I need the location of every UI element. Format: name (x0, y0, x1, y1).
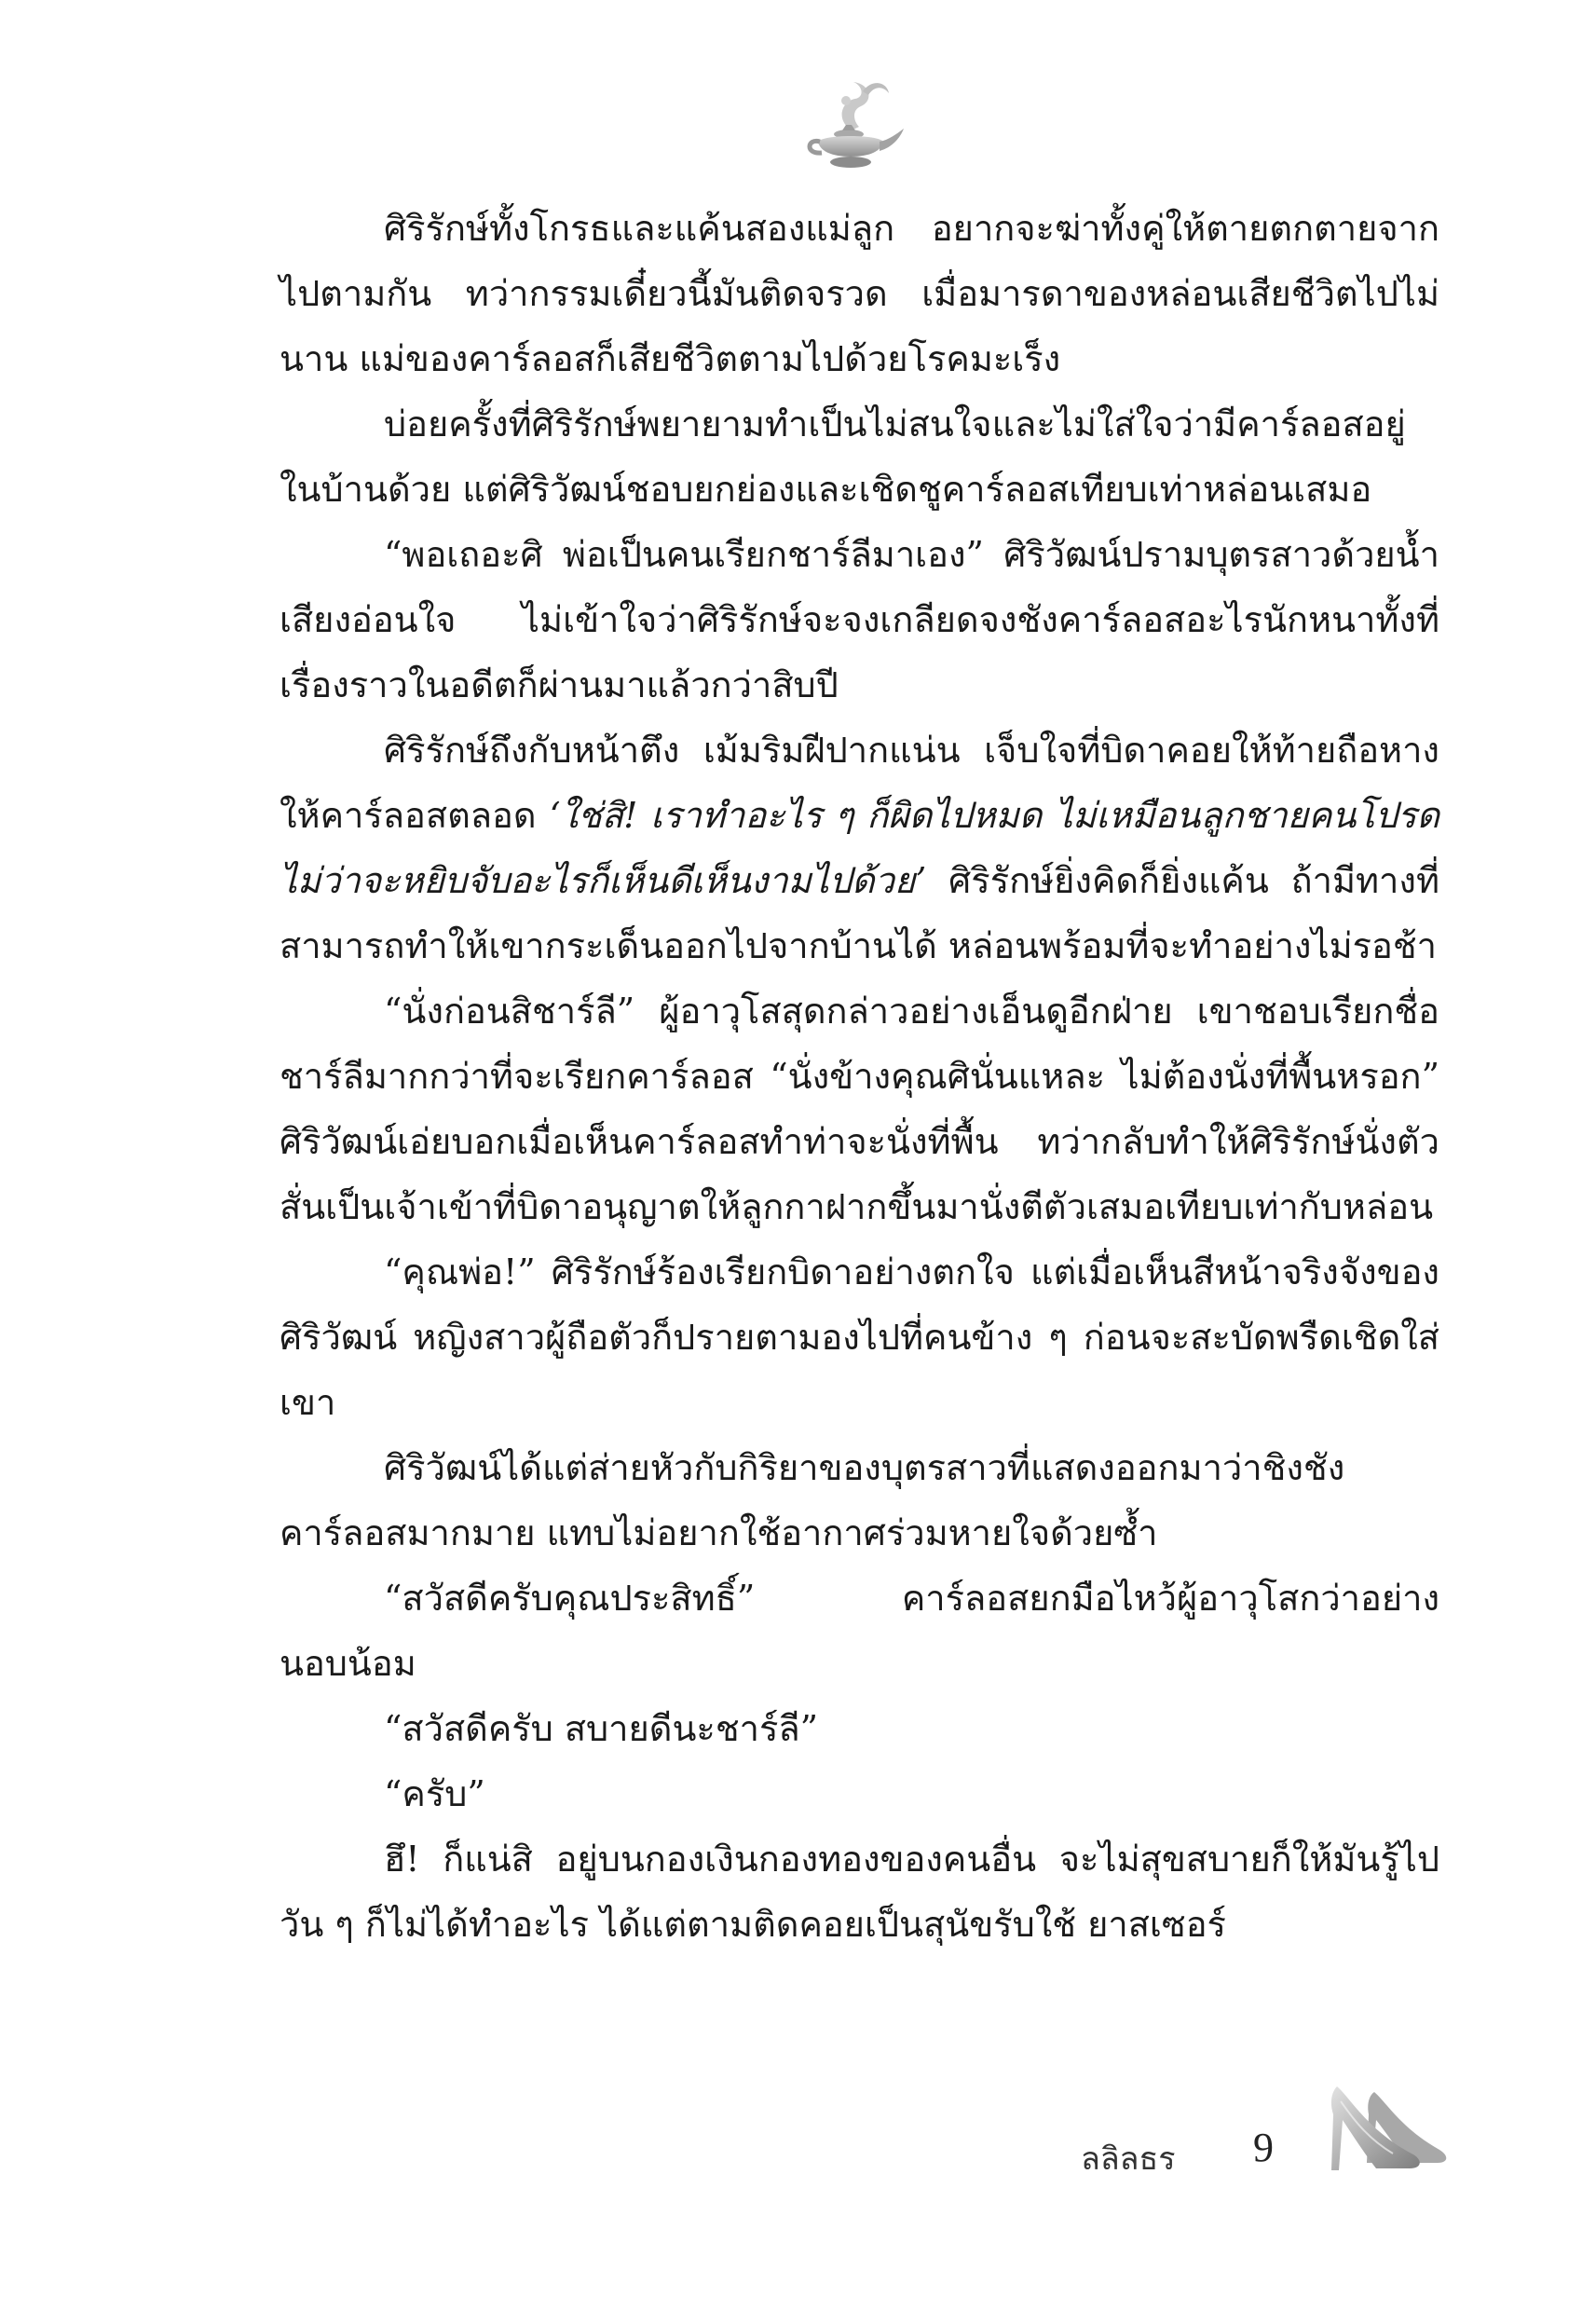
paragraph (280, 1566, 1439, 1696)
paragraph (280, 978, 1439, 1239)
paragraph-text: “ครับ” (384, 1773, 485, 1814)
paragraph (280, 1761, 1439, 1826)
genie-lamp-icon (798, 73, 909, 175)
paragraph (280, 718, 1439, 978)
paragraph-text: บ่อยครั้งที่ศิริรักษ์พยายามทำเป็นไม่สนใจและไม่ใส่ใจว่ามีคาร์ลอสอยู่ในบ้านด้วย แต่ศิริวัฒน์ชอบยกย่องและเชิดชูคาร์ลอสเทียบเท่าหล่อนเสมอ (280, 403, 1406, 510)
page-number: 9 (1253, 2125, 1274, 2170)
author-name: ลลิลธร (1081, 2140, 1176, 2178)
page-footer (1081, 2111, 1491, 2195)
paragraph-text: “นั่งก่อนสิชาร์ลี” ผู้อาวุโสสุดกล่าวอย่างเอ็นดูอีกฝ่าย เขาชอบเรียกชื่อชาร์ลีมากกว่าที่จะเรียกคาร์ลอส “นั่งข้างคุณศินั่นแหละ ไม่ต้องนั่งที่พื้นหรอก” ศิริวัฒน์เอ่ยบอกเมื่อเห็นคาร์ลอสทำท่าจะนั่งที่พื้น ทว่ากลับทำให้ศิริรักษ์นั่งตัวสั่นเป็นเจ้าเข้าที่บิดาอนุญาตให้ลูกกาฝากขึ้นมานั่งตีตัวเสมอเทียบเท่ากับหล่อน (280, 991, 1439, 1227)
high-heel-shoe-icon (1318, 2073, 1458, 2176)
paragraph-text: ศิริวัฒน์ได้แต่ส่ายหัวกับกิริยาของบุตรสาวที่แสดงออกมาว่าชิงชังคาร์ลอสมากมาย แทบไม่อยากใช้อากาศร่วมหายใจด้วยซ้ำ (280, 1447, 1345, 1553)
italic-thought-text: ‘ใช่สิ! เราทำอะไร ๆ ก็ผิดไปหมด ไม่เหมือนลูกชายคนโปรด ไม่ว่าจะหยิบจับอะไรก็เห็นดีเห็นงามไปด้วย’ (280, 795, 1439, 901)
paragraph (280, 1826, 1439, 1957)
paragraph-text: ศิริรักษ์ทั้งโกรธและแค้นสองแม่ลูก อยากจะฆ่าทั้งคู่ให้ตายตกตายจากไปตามกัน ทว่ากรรมเดี๋ยวนี้มันติดจรวด เมื่อมารดาของหล่อนเสียชีวิตไปไม่นาน แม่ของคาร์ลอสก็เสียชีวิตตามไปด้วยโรคมะเร็ง (280, 208, 1439, 379)
paragraph-text: ศิริรักษ์ยิ่งคิดก็ยิ่งแค้น ถ้ามีทางที่สามารถทำให้เขากระเด็นออกไปจากบ้านได้ หล่อนพร้อมที่จะทำอย่างไม่รอช้า (280, 860, 1439, 966)
paragraph (280, 522, 1439, 718)
paragraph-text: “พอเถอะศิ พ่อเป็นคนเรียกชาร์ลีมาเอง” ศิริวัฒน์ปรามบุตรสาวด้วยน้ำเสียงอ่อนใจ ไม่เข้าใจว่าศิริรักษ์จะจงเกลียดจงชังคาร์ลอสอะไรนักหนาทั้งที่เรื่องราวในอดีตก็ผ่านมาแล้วกว่าสิบปี (280, 534, 1439, 705)
paragraph (280, 1239, 1439, 1435)
paragraph (280, 1696, 1439, 1761)
paragraph (280, 1435, 1439, 1566)
chapter-body (280, 196, 1439, 1957)
paragraph-text: ศิริรักษ์ถึงกับหน้าตึง เม้มริมฝีปากแน่น เจ็บใจที่บิดาคอยให้ท้ายถือหางให้คาร์ลอสตลอด (280, 730, 1439, 836)
paragraph-text: “คุณพ่อ!” ศิริรักษ์ร้องเรียกบิดาอย่างตกใจ แต่เมื่อเห็นสีหน้าจริงจังของศิริวัฒน์ หญิงสาวผู้ถือตัวก็ปรายตามองไปที่คนข้าง ๆ ก่อนจะสะบัดพรืดเชิดใส่เขา (280, 1251, 1439, 1423)
paragraph (280, 391, 1439, 522)
paragraph-text: “สวัสดีครับคุณประสิทธิ์” คาร์ลอสยกมือไหว้ผู้อาวุโสกว่าอย่างนอบน้อม (280, 1578, 1439, 1684)
paragraph-text: “สวัสดีครับ สบายดีนะชาร์ลี” (384, 1708, 819, 1749)
paragraph-text: ฮึ! ก็แน่สิ อยู่บนกองเงินกองทองของคนอื่น จะไม่สุขสบายก็ให้มันรู้ไป วัน ๆ ก็ไม่ได้ทำอะไร ได้แต่ตามติดคอยเป็นสุนัขรับใช้ ยาสเซอร์ (280, 1839, 1439, 1945)
paragraph (280, 196, 1439, 391)
